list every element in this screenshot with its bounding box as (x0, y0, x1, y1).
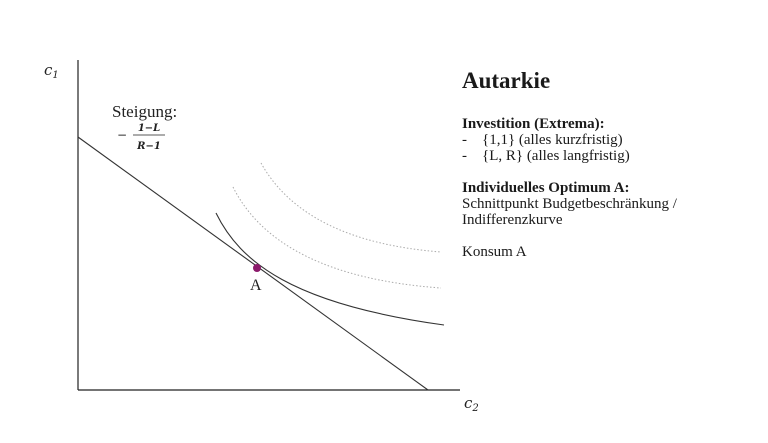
bullet-dash: - (462, 148, 467, 164)
indifference-curve-high (261, 163, 441, 252)
slope-numerator: 1−L (137, 123, 161, 134)
x-axis-label-sub: 2 (472, 403, 479, 414)
optimum-text-line-2: Indifferenzkurve (462, 212, 563, 228)
indifference-curve-tangent (216, 213, 444, 325)
x-axis-label: $c_2$ (464, 394, 479, 414)
optimum-heading: Individuelles Optimum A: (462, 180, 630, 196)
indifference-curve-mid (233, 187, 441, 288)
budget-line (78, 137, 428, 390)
consumption-text: Konsum A (462, 244, 527, 260)
slope-denominator: R−1 (137, 141, 161, 152)
investment-item-text: {1,1} (alles kurzfristig) (482, 132, 623, 148)
investment-item-1 (462, 132, 762, 148)
optimum-text-line-1: Schnittpunkt Budgetbeschränkung / (462, 196, 677, 212)
panel-title: Autarkie (462, 68, 551, 93)
slope-minus: − (117, 128, 128, 142)
bullet-dash: - (462, 132, 467, 148)
optimum-point-a (253, 264, 261, 272)
slope-label: Steigung: (112, 102, 178, 121)
investment-item-2 (462, 148, 762, 164)
info-panel (462, 68, 762, 260)
y-axis-label: $c_1$ (44, 61, 59, 81)
y-axis-label-sub: 1 (52, 70, 59, 81)
investment-item-text: {L, R} (alles langfristig) (482, 148, 630, 164)
investment-heading: Investition (Extrema): (462, 116, 605, 132)
optimum-point-label: A (250, 277, 262, 294)
